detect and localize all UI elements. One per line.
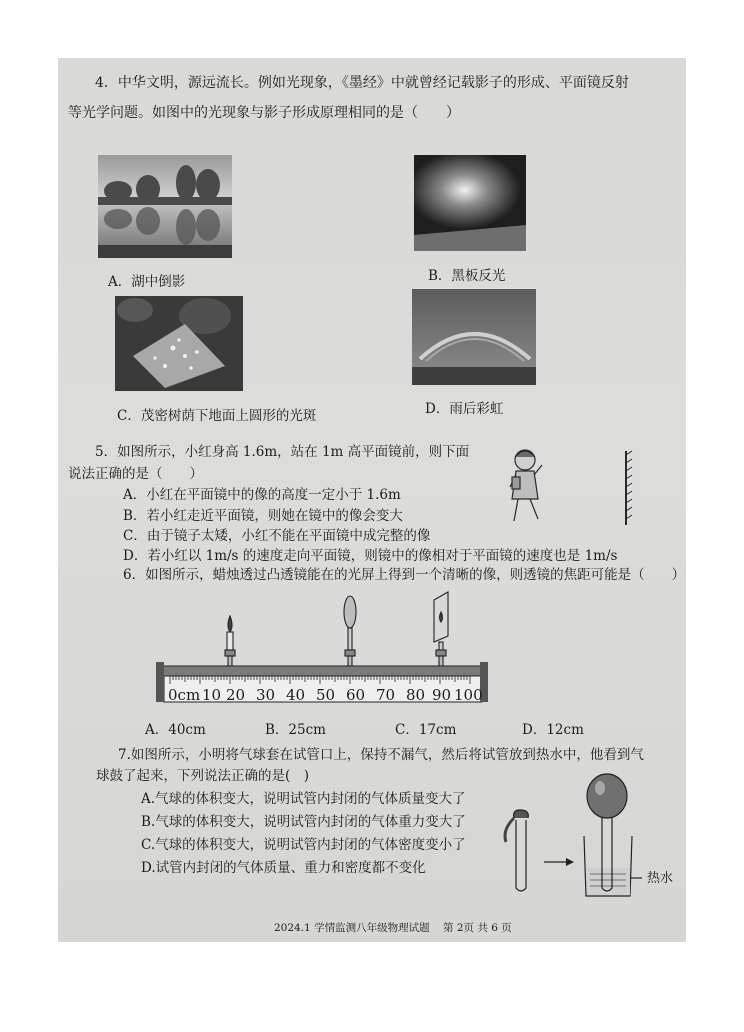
q7-stem-line2: 球鼓了起来，下列说法正确的是( ) bbox=[96, 768, 310, 784]
ruler-tick-label: 60 bbox=[346, 686, 366, 704]
q5-option-a: A．小红在平面镜中的像的高度一定小于 1.6m bbox=[123, 487, 401, 503]
q6-option-d: D．12cm bbox=[522, 722, 584, 738]
q4-option-c: C．茂密树荫下地面上圆形的光斑 bbox=[117, 408, 317, 424]
q6-option-a: A．40cm bbox=[145, 722, 206, 738]
q7-option-d: D.试管内封闭的气体质量、重力和密度都不变化 bbox=[141, 860, 426, 876]
q5-stem-line1: 5．如图所示，小红身高 1.6m，站在 1m 高平面镜前，则下面 bbox=[95, 444, 470, 460]
ruler-tick-label: 90 bbox=[432, 686, 452, 704]
ruler-tick-label: 10 bbox=[202, 686, 222, 704]
ruler-tick-label: 30 bbox=[256, 686, 276, 704]
ruler-tick-label: 70 bbox=[376, 686, 396, 704]
q7-option-b: B.气球的体积变大，说明试管内封闭的气体重力变大了 bbox=[141, 814, 466, 830]
photo-rainbow bbox=[412, 289, 536, 385]
lens bbox=[344, 596, 356, 666]
q7-option-a: A.气球的体积变大，说明试管内封闭的气体质量变大了 bbox=[141, 791, 466, 807]
candle bbox=[225, 616, 235, 666]
q7-stem-line1: 7.如图所示，小明将气球套在试管口上，保持不漏气，然后将试管放到热水中，他看到气 bbox=[118, 747, 644, 763]
q6-option-b: B．25cm bbox=[265, 722, 326, 738]
q5-option-c: C．由于镜子太矮，小红不能在平面镜中成完整的像 bbox=[123, 528, 431, 544]
q4-stem-line2: 等光学问题。如图中的光现象与影子形成原理相同的是（ ） bbox=[68, 105, 460, 121]
q7-option-c: C.气球的体积变大，说明试管内封闭的气体密度变小了 bbox=[141, 837, 466, 853]
ruler-tick-label: 80 bbox=[406, 686, 426, 704]
footer-page-number: 第 2页 共 6 页 bbox=[443, 922, 512, 934]
ruler-tick-label: 0cm bbox=[168, 686, 201, 704]
q5-option-d: D．若小红以 1m/s 的速度走向平面镜，则镜中的像相对于平面镜的速度也是 1m/s bbox=[123, 548, 618, 564]
hot-water-label: 热水 bbox=[647, 871, 674, 886]
q5-option-b: B．若小红走近平面镜，则她在镜中的像会变大 bbox=[123, 508, 403, 524]
q6-option-c: C．17cm bbox=[395, 722, 457, 738]
ruler-tick-label: 20 bbox=[226, 686, 246, 704]
ruler-tick-label: 40 bbox=[286, 686, 306, 704]
screen bbox=[434, 592, 448, 666]
balloon-tube-figure bbox=[496, 770, 646, 900]
photo-blackboard-glare bbox=[414, 155, 526, 251]
girl-mirror-figure bbox=[498, 447, 638, 531]
ruler-tick-label: 100 bbox=[454, 686, 483, 704]
q6-stem: 6．如图所示，蜡烛透过凸透镜能在的光屏上得到一个清晰的像，则透镜的焦距可能是（ ） bbox=[123, 567, 686, 583]
q4-option-d: D．雨后彩虹 bbox=[425, 401, 504, 417]
footer-title: 2024.1 学情监测八年级物理试题 bbox=[274, 922, 430, 934]
q4-option-a: A．湖中倒影 bbox=[108, 274, 186, 290]
photo-lake-reflection bbox=[98, 155, 232, 258]
q5-stem-line2: 说法正确的是（ ） bbox=[68, 466, 203, 482]
q4-stem-line1: 4．中华文明，源远流长。例如光现象，《墨经》中就曾经记载影子的形成、平面镜反射 bbox=[95, 75, 629, 91]
ruler-tick-label: 50 bbox=[316, 686, 336, 704]
q4-option-b: B．黑板反光 bbox=[428, 268, 506, 284]
photo-light-spots bbox=[115, 296, 243, 391]
